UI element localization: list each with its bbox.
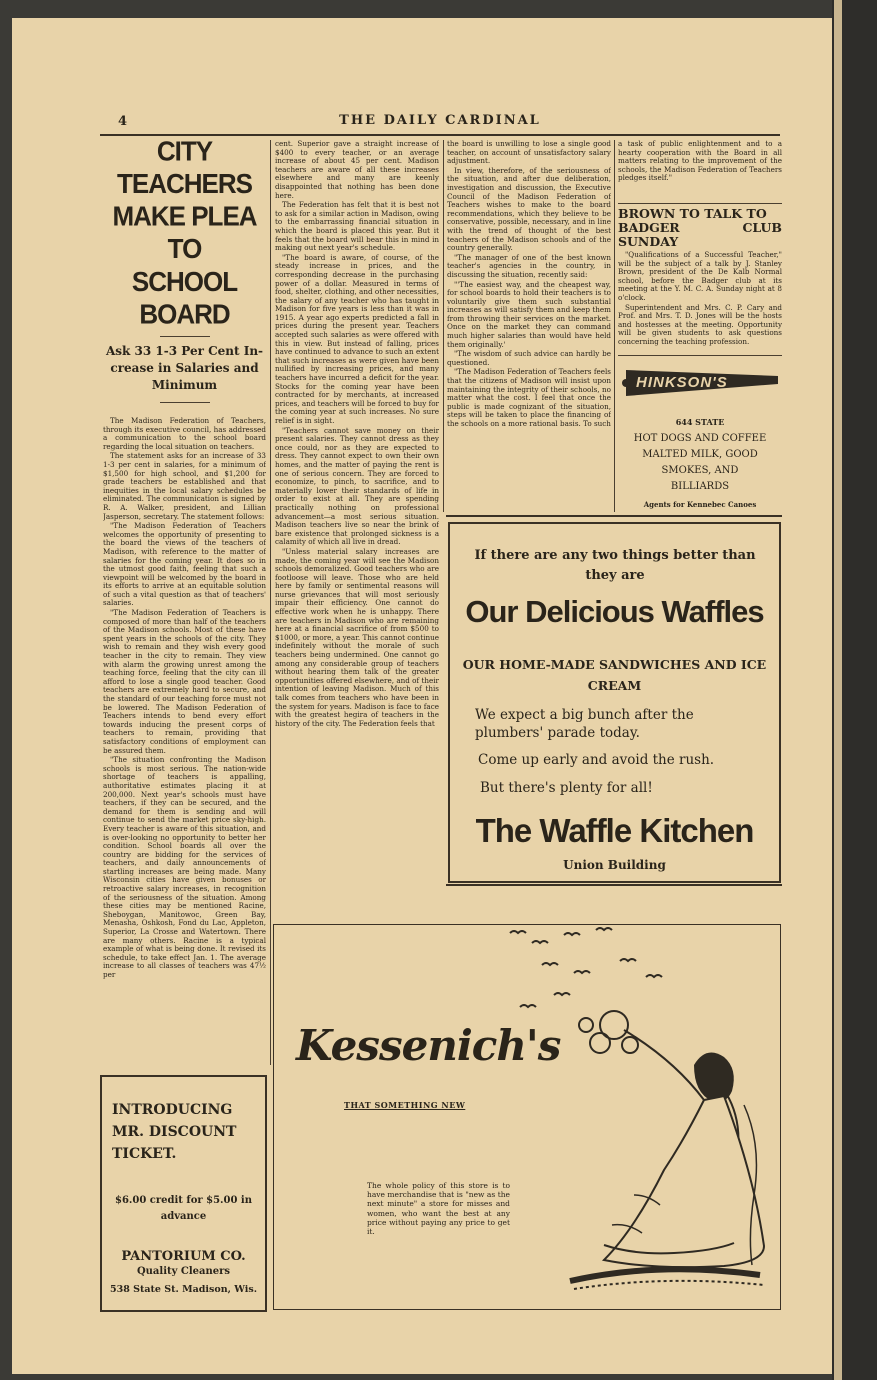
- brown-headline: [618, 207, 782, 249]
- kessenichs-tagline: THAT SOMETHING NEW: [344, 1100, 466, 1110]
- section-rule: [446, 884, 782, 886]
- column-rule-2: [443, 140, 444, 512]
- waffle-intro: If there are any two things better than they are: [474, 548, 756, 583]
- waffle-location: Union Building: [563, 858, 666, 872]
- brown-headline-line: BADGER CLUB SUNDAY: [618, 220, 782, 249]
- article-paragraph: "'The easiest way, and the cheapest way, for school boards to hold their teachers is to voluntarily give them such substantial increases as will satisfy them and keep them from throwing their services on the market. Once on the market they can command much higher salaries than would have held them originally.': [447, 279, 611, 349]
- waffle-big: Our Delicious Waffles: [465, 594, 764, 629]
- hinksons-agents: Agents for Kennebec Canoes: [643, 500, 757, 509]
- article-paragraph: "The board is aware, of course, of the steady increase in prices, and the corresponding decrease in the purchasing power of a dollar. Measured in terms of food, shelter, clothing, and other necessities, the salary of any teacher who has taught in Madison for five years is less than it was in 1915. A year ago experts predicted a fall in prices during the present year. Teachers accepted such salaries as were offered with this in view. But instead of falling, prices have continued to advance to such an extent that such increases as were given have been nullified by increasing prices, and many teachers have incurred a deficit for the year. Stocks for the coming year have been contracted for by merchants, at increased prices, and teachers will be forced to buy for the coming year at such increases. No sure relief is in sight.: [275, 252, 439, 425]
- article-column-3: [447, 140, 611, 512]
- column-rule-3: [614, 140, 615, 512]
- section-rule: [446, 515, 782, 517]
- subhead-line: Ask 33 1-3 Per Cent In-: [105, 344, 264, 358]
- pantorium-company: PANTORIUM CO.: [121, 1249, 246, 1264]
- dancer-figure-icon: [570, 1011, 764, 1289]
- waffle-line-1: We expect a big bunch after the plumbers' parade today.: [475, 707, 694, 741]
- article-paragraph: the board is unwilling to lose a single good teacher, on account of unsatisfactory salary adjustment.: [447, 140, 611, 166]
- brown-paragraph: Superintendent and Mrs. C. P. Cary and Prof. and Mrs. T. D. Jones will be the hosts and hostesses at the meeting. Opportunity will be given students to ask questions concerning the teaching profession.: [618, 302, 782, 346]
- kessenichs-name: Kessenich's: [296, 1021, 561, 1070]
- article-column-2: [275, 140, 439, 892]
- pantorium-tagline: Quality Cleaners: [136, 1266, 231, 1277]
- brown-headline-line: BROWN TO TALK TO: [618, 207, 767, 221]
- brown-paragraph: "Qualifications of a Successful Teacher," will be the subject of a talk by J. Stanley Brown, president of the De Kalb Normal school, before the Badger club at its meeting at the Y. M. C. A. Sunday night at 8 o'clock.: [618, 250, 782, 302]
- article-column-1: [103, 140, 266, 1068]
- article-paragraph: "The situation confronting the Madison schools is most serious. The nation-wide shortage of teachers is appalling, authoritative estimates placing it at 200,000. Next year's schools must have teachers, if they can be secured, and the demand for them is sending and will continue to send the market price sky-high. Every teacher is aware of this situation, and is over-looking no opportunity to better her condition. School boards all over the country are bidding for the services of teachers, and daily announcements of startling increases are being made. Many Wisconsin cities have given bonuses or retroactive salary increases, in recognition of the seriousness of the situation. Among these cities may be mentioned Racine, Sheboygan, Manitowoc, Green Bay, Menasha, Oshkosh, Fond du Lac, Appleton, Superior, La Crosse and Watertown. There are many others. Racine is a typical example of what is being done. It revised its schedule, to take effect Jan. 1. The average increase to all classes of teachers was 47½ per: [103, 755, 266, 979]
- article-paragraph: The statement asks for an increase of 33 1-3 per cent in salaries, for a minimum of $1,500 for high school, and $1,200 for grade teachers be established and that inequities in the local salary schedules be eliminated. The communication is signed by R. A. Walker, president, and Lillian Jasperson, secretary. The statement follows:: [103, 451, 266, 521]
- pantorium-address: 538 State St. Madison, Wis.: [109, 1284, 258, 1295]
- hinksons-line: BILLIARDS: [670, 481, 730, 492]
- pantorium-title-line: TICKET.: [112, 1146, 177, 1162]
- pantorium-title-line: INTRODUCING: [112, 1102, 233, 1118]
- subhead-rule: [160, 402, 210, 403]
- waffle-line-2: Come up early and avoid the rush.: [478, 752, 715, 768]
- kessenichs-policy: The whole policy of this store is to have merchandise that is "new as the next minute" a store for misses and women, who want the best at any price without paying any price to get it.: [367, 1181, 510, 1237]
- brown-article: [618, 207, 782, 357]
- column-divider: [618, 355, 782, 356]
- headline-rule: [160, 336, 210, 337]
- hinksons-line: MALTED MILK, GOOD: [642, 449, 758, 460]
- column-divider: [618, 203, 782, 204]
- article-paragraph: a task of public enlightenment and to a hearty cooperation with the Board in all matters relating to the improvement of the schools, the Madison Federation of Teachers pledges itself.": [618, 140, 782, 183]
- article-paragraph: "Unless material salary increases are made, the coming year will see the Madison schools demoralized. Good teachers who are footloose will leave. Those who are held here by family or sentimental reasons will nurse grievances that will most seriously impair their efficiency. One cannot do effective work when he is unhappy. There are teachers in Madison who are remaining here at a financial sacrifice of from $500 to $1000, or more, a year. This cannot continue indefinitely without the morale of such teachers being undermined. One cannot go among any considerable group of teachers without hearing them talk of the greater opportunities offered elsewhere, and of their intention of leaving Madison. Much of this talk comes from teachers who have been in the system for years. Madison is face to face with the greatest hegira of teachers in the history of the city. The Federation feels that: [275, 546, 439, 728]
- hinksons-address: 644 STATE: [675, 417, 725, 427]
- kessenichs-ad: [273, 924, 781, 1310]
- waffle-kitchen-ad: [448, 522, 781, 883]
- waffle-name: The Waffle Kitchen: [475, 812, 754, 849]
- birds-icon: [510, 928, 662, 1007]
- subhead-line: crease in Salaries and: [110, 361, 259, 375]
- headline-line: SCHOOL BOARD: [131, 265, 238, 330]
- pantorium-title: [112, 1099, 262, 1165]
- waffle-sub: OUR HOME-MADE SANDWICHES AND ICE CREAM: [462, 657, 767, 693]
- article-subhead: [103, 343, 266, 394]
- pantorium-ad: [100, 1075, 267, 1312]
- subhead-line: Minimum: [151, 378, 218, 392]
- article-paragraph: The Madison Federation of Teachers, through its executive council, has addressed a communication to the school board regarding the local situation on teachers.: [103, 416, 266, 451]
- article-paragraph: "The Madison Federation of Teachers feels that the citizens of Madison will insist upon maintaining the integrity of their schools, no matter what the cost. I feel that once the public is made cognizant of the situation, steps will be taken to place the financing of the schools on a more rational basis. To such: [447, 367, 611, 428]
- article-paragraph: "The Madison Federation of Teachers welcomes the opportunity of presenting to the board the views of the teachers of Madison, with reference to the matter of salaries for the coming year. It does so in the utmost good faith, feeling that such a viewpoint will be welcomed by the board in its efforts to arrive at an equitable solution of such a vital question as that of teachers' salaries.: [103, 521, 266, 608]
- page-edge-light: [834, 0, 842, 1380]
- pantorium-title-line: MR. DISCOUNT: [112, 1124, 237, 1140]
- article-paragraph: "The wisdom of such advice can hardly be questioned.: [447, 349, 611, 367]
- article-paragraph: cent. Superior gave a straight increase of $400 to every teacher, or an average increase of about 45 per cent. Madison teachers are aware of all these increases elsewhere and many are keenly disappointed that nothing has been done here.: [275, 140, 439, 200]
- article-column-4: [618, 140, 782, 202]
- page-header: [100, 108, 780, 136]
- hinksons-line: SMOKES, AND: [661, 465, 739, 476]
- dancer-illustration: [274, 925, 780, 1309]
- headline-line: MAKE PLEA TO: [112, 200, 257, 265]
- hinksons-name: HINKSON'S: [636, 374, 728, 391]
- hinksons-ad: [618, 362, 782, 512]
- waffle-line-3: But there's plenty for all!: [480, 780, 653, 796]
- pantorium-offer: $6.00 credit for $5.00 in advance: [115, 1195, 252, 1222]
- article-paragraph: "The manager of one of the best known teacher's agencies in the country, in discussing the situation, recently said:: [447, 252, 611, 279]
- masthead: THE DAILY CARDINAL: [339, 113, 541, 128]
- hinksons-line: HOT DOGS AND COFFEE: [633, 433, 767, 444]
- column-rule-1: [270, 140, 271, 1065]
- page-number: 4: [118, 114, 128, 129]
- headline-line: CITY TEACHERS: [116, 140, 252, 200]
- article-paragraph: "Teachers cannot save money on their present salaries. They cannot dress as they once could, nor as they are expected to dress. They cannot expect to own their own homes, and the matter of paying the rent is one of serious concern. They are forced to economize, to pinch, to sacrifice, and to materially lower their standards of life in order to exist at all. They are spending practically nothing on professional advancement—a most serious situation. Madison teachers live so near the brink of bare existence that prolonged sickness is a calamity of which all live in dread.: [275, 425, 439, 547]
- article-paragraph: "The Madison Federation of Teachers is composed of more than half of the teachers of the Madison schools. Most of these have spent years in the schools of the city. They wish to remain and they wish every good teacher in the city to remain. They view with alarm the growing unrest among the teaching force, feeling that the city can ill afford to lose a single good teacher. Good teachers are extremely hard to secure, and the standard of our teaching force must not be lowered. The Madison Federation of Teachers intends to bend every effort towards inducing the present corps of teachers to remain, providing that satisfactory conditions of employment can be assured them.: [103, 608, 266, 755]
- article-paragraph: In view, therefore, of the seriousness of the situation, and after due deliberation, investigation and discussion, the Executive Council of the Madison Federation of Teachers wishes to make to the board recommendations, which they believe to be conservative, possible, necessary, and in line with the trend of thought of the best teachers of the Madison schools and of the country generally.: [447, 165, 611, 253]
- hinksons-lines: [618, 431, 782, 495]
- article-paragraph: The Federation has felt that it is best not to ask for a similar action in Madison, owing to the embarrassing financial situation in which the board is placed this year. But it feels that the board will bear this in mind in making out next year's schedule.: [275, 200, 439, 253]
- article-headline: [103, 140, 266, 331]
